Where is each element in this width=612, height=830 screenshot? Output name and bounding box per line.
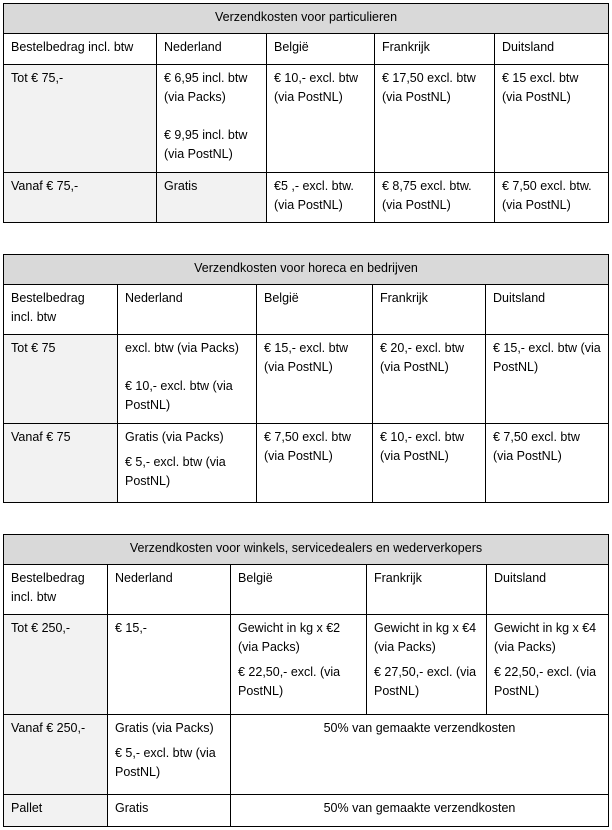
cell-line: Gewicht in kg x €2 (via Packs) xyxy=(238,621,341,654)
cell-belgie: € 7,50 excl. btw (via PostNL) xyxy=(257,424,373,503)
shipping-table-business xyxy=(3,254,609,503)
cell-duitsland: € 7,50 excl. btw (via PostNL) xyxy=(486,424,609,503)
cell-frankrijk: € 8,75 excl. btw. (via PostNL) xyxy=(375,173,495,223)
row-label: Tot € 250,- xyxy=(4,615,108,715)
cell-frankrijk: € 17,50 excl. btw (via PostNL) xyxy=(375,65,495,173)
row-label: Vanaf € 250,- xyxy=(4,715,108,795)
table-row xyxy=(4,795,609,827)
cell-line: € 22,50,- excl. (via PostNL) xyxy=(494,665,597,698)
shipping-table-private xyxy=(3,3,609,223)
cell-duitsland: € 15 excl. btw (via PostNL) xyxy=(495,65,609,173)
cell-belgie: €5 ,- excl. btw. (via PostNL) xyxy=(267,173,375,223)
cell-nederland xyxy=(108,715,231,795)
cell-line: € 10,- excl. btw (via PostNL) xyxy=(125,379,233,412)
cell-merged-rest: 50% van gemaakte verzendkosten xyxy=(231,795,609,827)
table-row xyxy=(4,424,609,503)
column-header: Frankrijk xyxy=(367,565,487,615)
cell-line: € 27,50,- excl. (via PostNL) xyxy=(374,665,477,698)
table-row xyxy=(4,715,609,795)
row-label: Tot € 75,- xyxy=(4,65,157,173)
column-header: Bestelbedrag incl. btw xyxy=(4,285,118,335)
table-title: Verzendkosten voor particulieren xyxy=(4,4,609,34)
cell-frankrijk xyxy=(367,615,487,715)
column-header: Frankrijk xyxy=(375,34,495,65)
column-header: Nederland xyxy=(118,285,257,335)
column-header: Duitsland xyxy=(487,565,609,615)
cell-duitsland xyxy=(487,615,609,715)
table-row xyxy=(4,615,609,715)
column-header: België xyxy=(257,285,373,335)
cell-duitsland: € 7,50 excl. btw. (via PostNL) xyxy=(495,173,609,223)
cell-nederland: Gratis xyxy=(108,795,231,827)
cell-line: excl. btw (via Packs) xyxy=(125,341,239,355)
cell-nederland: € 15,- xyxy=(108,615,231,715)
row-label: Tot € 75 xyxy=(4,335,118,424)
row-label: Vanaf € 75,- xyxy=(4,173,157,223)
table-row xyxy=(4,65,609,173)
table-row xyxy=(4,335,609,424)
cell-line: Gratis (via Packs) xyxy=(125,430,224,444)
cell-line: € 5,- excl. btw (via PostNL) xyxy=(125,455,226,488)
row-label: Vanaf € 75 xyxy=(4,424,118,503)
cell-belgie: € 10,- excl. btw (via PostNL) xyxy=(267,65,375,173)
column-header: Frankrijk xyxy=(373,285,486,335)
column-header: Nederland xyxy=(108,565,231,615)
cell-line: Gewicht in kg x €4 (via Packs) xyxy=(374,621,477,654)
cell-line: Gewicht in kg x €4 (via Packs) xyxy=(494,621,597,654)
column-header: Duitsland xyxy=(495,34,609,65)
cell-belgie: € 15,- excl. btw (via PostNL) xyxy=(257,335,373,424)
row-label: Pallet xyxy=(4,795,108,827)
cell-belgie xyxy=(231,615,367,715)
column-header: Duitsland xyxy=(486,285,609,335)
shipping-table-resellers xyxy=(3,534,609,827)
table-title: Verzendkosten voor winkels, servicedealers en wederverkopers xyxy=(4,535,609,565)
column-header: Bestelbedrag incl. btw xyxy=(4,34,157,65)
cell-frankrijk: € 10,- excl. btw (via PostNL) xyxy=(373,424,486,503)
cell-merged-rest: 50% van gemaakte verzendkosten xyxy=(231,715,609,795)
cell-nederland xyxy=(118,335,257,424)
cell-line: € 9,95 incl. btw (via PostNL) xyxy=(164,128,248,161)
column-header: België xyxy=(267,34,375,65)
cell-nederland xyxy=(157,65,267,173)
cell-line: € 6,95 incl. btw (via Packs) xyxy=(164,71,248,104)
cell-frankrijk: € 20,- excl. btw (via PostNL) xyxy=(373,335,486,424)
cell-line: € 22,50,- excl. (via PostNL) xyxy=(238,665,341,698)
cell-line: € 5,- excl. btw (via PostNL) xyxy=(115,746,216,779)
cell-line: Gratis (via Packs) xyxy=(115,721,214,735)
table-title: Verzendkosten voor horeca en bedrijven xyxy=(4,255,609,285)
column-header: Nederland xyxy=(157,34,267,65)
column-header: België xyxy=(231,565,367,615)
cell-nederland xyxy=(118,424,257,503)
column-header: Bestelbedrag incl. btw xyxy=(4,565,108,615)
cell-duitsland: € 15,- excl. btw (via PostNL) xyxy=(486,335,609,424)
cell-nederland: Gratis xyxy=(157,173,267,223)
table-row xyxy=(4,173,609,223)
